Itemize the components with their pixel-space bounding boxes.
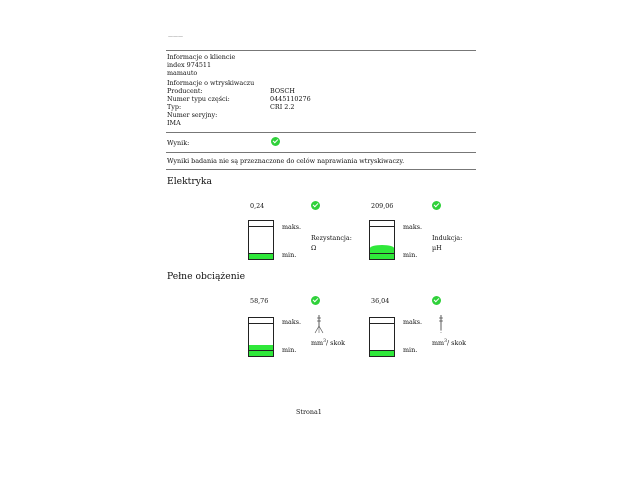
top-mark: ——— [168,34,183,40]
type-label: Typ: [167,103,182,111]
resistance-fill [249,254,273,259]
resistance-gauge [248,220,274,260]
gauge-min-line [249,253,273,254]
type-value: CRI 2.2 [270,103,295,111]
full-load-left-max-label: maks. [282,318,302,326]
inductance-value: 209,06 [371,202,394,210]
unit-tail: / skok [447,339,467,348]
inductance-min-label: min. [403,251,418,259]
full-load-left-unit [311,338,345,348]
unit-sup: 3 [444,339,447,344]
gauge-min-line [370,350,394,351]
inductance-gauge [369,220,395,260]
gauge-min-line [370,253,394,254]
inductance-check-icon [432,201,441,210]
unit-base: mm [432,339,445,348]
notice-text: Wyniki badania nie są przeznaczone do celów naprawiania wtryskiwaczy. [167,157,405,165]
customer-name: mamauto [167,69,198,77]
full-load-left-check-icon [311,296,320,305]
resistance-max-label: maks. [282,223,302,231]
customer-index: index 974511 [167,61,212,69]
result-divider [166,152,476,153]
full-load-right-min-label: min. [403,346,418,354]
producer-label: Producent: [167,87,203,95]
full-load-right-max-label: maks. [403,318,423,326]
full-load-right-fill [370,351,394,356]
info-divider [166,132,476,133]
electrical-title: Elektryka [167,176,212,187]
injector-icon [314,315,324,335]
gauge-max-line [370,323,394,324]
gauge-max-line [249,323,273,324]
result-check-icon [271,137,280,146]
injector-section-title: Informacje o wtryskiwaczu [167,79,255,87]
part-number-value: 0445110276 [270,95,311,103]
part-number-label: Numer typu części: [167,95,230,103]
producer-value: BOSCH [270,87,295,95]
full-load-left-value: 58,76 [250,297,269,305]
result-label: Wynik: [167,139,190,147]
serial-number-label: Numer seryjny: [167,111,218,119]
full-load-right-check-icon [432,296,441,305]
resistance-check-icon [311,201,320,210]
page-number: Strona1 [296,408,322,416]
resistance-name: Rezystancja: [311,234,352,242]
gauge-max-line [249,226,273,227]
injector-extra: IMA [167,119,181,127]
gauge-min-line [249,350,273,351]
customer-section-title: Informacje o kliencie [167,53,236,61]
notice-divider [166,169,476,170]
inductance-max-label: maks. [403,223,423,231]
full-load-title: Pełne obciążenie [167,271,246,282]
gauge-max-line [370,226,394,227]
full-load-right-gauge [369,317,395,357]
injector-needle-icon [437,315,445,335]
resistance-unit: Ω [311,244,317,252]
inductance-unit: µH [432,244,442,252]
resistance-min-label: min. [282,251,297,259]
resistance-value: 0,24 [250,202,265,210]
full-load-right-value: 36,04 [371,297,390,305]
full-load-left-gauge [248,317,274,357]
unit-base: mm [311,339,324,348]
unit-sup: 3 [323,339,326,344]
header-divider [166,50,476,51]
unit-tail: / skok [326,339,346,348]
full-load-right-unit [432,338,466,348]
inductance-name: Indukcja: [432,234,463,242]
full-load-left-min-label: min. [282,346,297,354]
